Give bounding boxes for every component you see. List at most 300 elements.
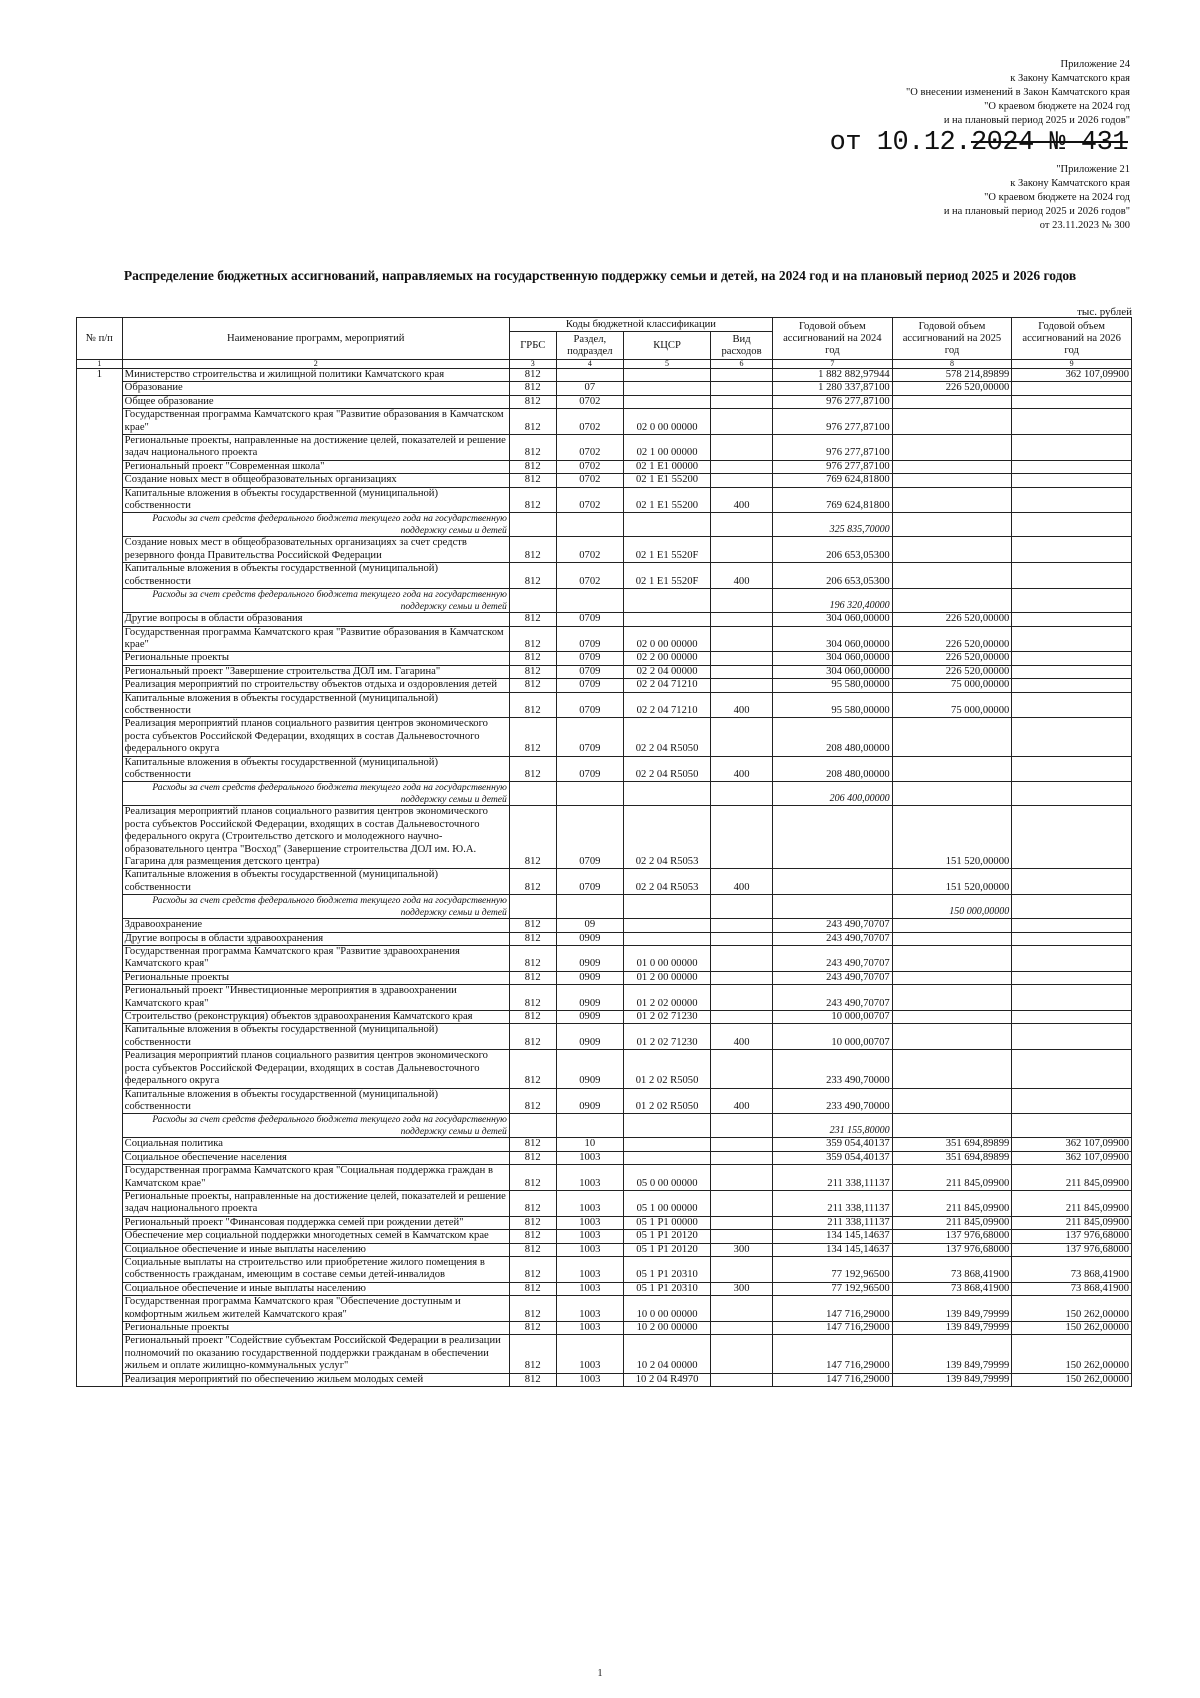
row-kcsr: 10 2 04 00000 [624,1335,711,1373]
row-section: 09 [556,919,623,932]
row-vid [711,613,773,626]
row-name: Строительство (реконструкция) объектов здравоохранения Камчатского края [122,1011,509,1024]
row-2025 [892,756,1012,782]
row-vid [711,435,773,461]
row-name: Другие вопросы в области образования [122,613,509,626]
row-vid [711,1151,773,1164]
row-section: 0709 [556,665,623,678]
row-name: Обеспечение мер социальной поддержки многодетных семей в Камчатском крае [122,1230,509,1243]
row-vid [711,1138,773,1151]
row-2024: 196 320,40000 [773,589,893,613]
header-vid: Вид расходов [711,332,773,360]
row-section: 10 [556,1138,623,1151]
row-section: 1003 [556,1243,623,1256]
row-grbs: 812 [509,652,556,665]
row-2025: 211 845,09900 [892,1190,1012,1216]
row-2026 [1012,946,1132,972]
row-name: Региональный проект "Содействие субъектам Российской Федерации в реализации полномочий по оказанию государственной поддержки гражданам в обеспечении жильем и оплате жилищно-коммунальных услуг" [122,1335,509,1373]
column-index: 2 [122,360,509,369]
row-2025 [892,589,1012,613]
row-name: Государственная программа Камчатского края "Развитие образования в Камчатском крае" [122,409,509,435]
header-codes-group: Коды бюджетной классификации [509,318,772,332]
row-2025 [892,1011,1012,1024]
row-grbs: 812 [509,369,556,382]
row-2024: 231 155,80000 [773,1114,893,1138]
note-row [77,589,1132,613]
row-vid [711,1165,773,1191]
row-vid [711,1190,773,1216]
row-2025: 137 976,68000 [892,1230,1012,1243]
row-name: Социальное обеспечение и иные выплаты населению [122,1282,509,1295]
units-label: тыс. рублей [1077,306,1132,318]
table-row [77,1282,1132,1295]
row-kcsr: 01 2 00 00000 [624,971,711,984]
row-name: Образование [122,382,509,395]
row-2024: 243 490,70707 [773,919,893,932]
row-grbs: 812 [509,756,556,782]
row-grbs: 812 [509,1050,556,1088]
row-2026 [1012,1011,1132,1024]
column-index: 6 [711,360,773,369]
row-section: 0702 [556,537,623,563]
header-2024: Годовой объем ассигнований на 2024 год [773,318,893,360]
row-kcsr [624,395,711,408]
row-2024: 243 490,70707 [773,971,893,984]
table-row [77,1088,1132,1114]
row-name: Региональный проект "Финансовая поддержка семей при рождении детей" [122,1216,509,1229]
row-2025: 139 849,79999 [892,1335,1012,1373]
row-kcsr [624,1114,711,1138]
row-grbs [509,589,556,613]
row-2024: 77 192,96500 [773,1282,893,1295]
table-row [77,1011,1132,1024]
row-kcsr: 02 2 04 00000 [624,665,711,678]
row-grbs: 812 [509,1216,556,1229]
row-2025 [892,537,1012,563]
row-grbs: 812 [509,919,556,932]
row-kcsr: 10 2 04 R4970 [624,1373,711,1386]
header-section: Раздел, подраздел [556,332,623,360]
row-2026: 150 262,00000 [1012,1296,1132,1322]
row-name: Региональные проекты [122,971,509,984]
row-kcsr [624,382,711,395]
row-2025: 226 520,00000 [892,652,1012,665]
row-kcsr: 02 2 04 71210 [624,679,711,692]
header-line: "О внесении изменений в Закон Камчатского края [906,87,1130,98]
row-vid: 300 [711,1243,773,1256]
row-section: 0909 [556,985,623,1011]
stamp-struck: 2024 № 431 [970,128,1128,158]
row-vid [711,395,773,408]
row-2024 [773,869,893,895]
row-2026: 150 262,00000 [1012,1335,1132,1373]
row-kcsr: 02 2 04 R5053 [624,869,711,895]
row-vid [711,806,773,869]
row-2024: 10 000,00707 [773,1011,893,1024]
row-section: 0709 [556,679,623,692]
row-2024: 206 653,05300 [773,537,893,563]
row-2026 [1012,756,1132,782]
row-2025 [892,932,1012,945]
row-section: 0909 [556,1011,623,1024]
row-2026 [1012,692,1132,718]
row-2024: 976 277,87100 [773,409,893,435]
row-grbs: 812 [509,806,556,869]
row-section: 0702 [556,435,623,461]
row-2026 [1012,382,1132,395]
row-name: Здравоохранение [122,919,509,932]
row-2025: 211 845,09900 [892,1165,1012,1191]
note-row [77,895,1132,919]
row-vid: 400 [711,563,773,589]
table-row [77,932,1132,945]
row-section: 0709 [556,626,623,652]
row-name: Капитальные вложения в объекты государственной (муниципальной) собственности [122,563,509,589]
row-2025: 150 000,00000 [892,895,1012,919]
row-vid [711,1230,773,1243]
table-row [77,409,1132,435]
table-row [77,395,1132,408]
row-section: 1003 [556,1373,623,1386]
row-vid [711,971,773,984]
row-2026 [1012,613,1132,626]
row-grbs: 812 [509,1165,556,1191]
row-2024: 359 054,40137 [773,1138,893,1151]
table-row [77,985,1132,1011]
row-name: Социальные выплаты на строительство или приобретение жилого помещения в собственность гражданам, имеющим в составе семьи детей-инвалидов [122,1256,509,1282]
row-kcsr: 01 2 02 71230 [624,1011,711,1024]
row-vid [711,474,773,487]
row-name: Государственная программа Камчатского края "Развитие образования в Камчатском крае" [122,626,509,652]
table-body [77,369,1132,1387]
row-kcsr [624,369,711,382]
row-2025: 151 520,00000 [892,806,1012,869]
row-section: 0709 [556,756,623,782]
row-2026: 362 107,09900 [1012,1138,1132,1151]
row-section: 1003 [556,1216,623,1229]
row-2024: 769 624,81800 [773,487,893,513]
row-2025 [892,563,1012,589]
row-2026 [1012,563,1132,589]
row-2024: 976 277,87100 [773,395,893,408]
row-section [556,369,623,382]
row-vid: 300 [711,1282,773,1295]
note-row [77,513,1132,537]
row-kcsr: 05 1 P1 20120 [624,1230,711,1243]
row-kcsr: 02 2 00 00000 [624,652,711,665]
row-grbs: 812 [509,665,556,678]
row-2025: 578 214,89899 [892,369,1012,382]
registration-stamp [830,128,1128,158]
row-kcsr: 01 2 02 00000 [624,985,711,1011]
table-row [77,1165,1132,1191]
row-section: 1003 [556,1256,623,1282]
row-name: Министерство строительства и жилищной политики Камчатского края [122,369,509,382]
row-2025: 226 520,00000 [892,665,1012,678]
row-vid [711,718,773,756]
row-2025 [892,487,1012,513]
row-grbs: 812 [509,1322,556,1335]
row-2025: 73 868,41900 [892,1256,1012,1282]
row-kcsr: 10 0 00 00000 [624,1296,711,1322]
row-2026: 73 868,41900 [1012,1282,1132,1295]
row-2024: 359 054,40137 [773,1151,893,1164]
row-kcsr [624,895,711,919]
budget-table [76,317,1132,1387]
header-2026: Годовой объем ассигнований на 2026 год [1012,318,1132,360]
row-kcsr: 02 2 04 R5053 [624,806,711,869]
header-line: к Закону Камчатского края [1010,178,1130,189]
row-2025: 73 868,41900 [892,1282,1012,1295]
row-2026: 211 845,09900 [1012,1216,1132,1229]
header-line: "О краевом бюджете на 2024 год [984,192,1130,203]
row-section [556,782,623,806]
row-2024: 206 400,00000 [773,782,893,806]
row-kcsr: 02 0 00 00000 [624,626,711,652]
row-2025 [892,971,1012,984]
row-name: Региональный проект "Инвестиционные мероприятия в здравоохранении Камчатского края" [122,985,509,1011]
row-kcsr: 01 2 02 71230 [624,1024,711,1050]
row-vid [711,589,773,613]
row-vid [711,665,773,678]
row-2025: 211 845,09900 [892,1216,1012,1229]
row-2026 [1012,395,1132,408]
table-row [77,1190,1132,1216]
row-2026 [1012,665,1132,678]
row-kcsr [624,782,711,806]
row-vid: 400 [711,756,773,782]
row-section [556,895,623,919]
table-row [77,1216,1132,1229]
row-2024: 95 580,00000 [773,692,893,718]
row-2026 [1012,782,1132,806]
row-grbs: 812 [509,1282,556,1295]
row-2026 [1012,919,1132,932]
row-grbs: 812 [509,487,556,513]
header-name: Наименование программ, мероприятий [122,318,509,360]
row-2024: 147 716,29000 [773,1322,893,1335]
header-2025: Годовой объем ассигнований на 2025 год [892,318,1012,360]
row-grbs: 812 [509,1151,556,1164]
row-kcsr: 02 2 04 71210 [624,692,711,718]
row-name: Расходы за счет средств федерального бюджета текущего года на государственную поддержку семьи и детей [122,589,509,613]
row-2025 [892,474,1012,487]
row-name: Капитальные вложения в объекты государственной (муниципальной) собственности [122,1088,509,1114]
row-name: Региональные проекты [122,652,509,665]
row-2024: 208 480,00000 [773,718,893,756]
row-section: 0709 [556,869,623,895]
row-2025: 226 520,00000 [892,613,1012,626]
row-2024: 976 277,87100 [773,435,893,461]
row-2025: 351 694,89899 [892,1138,1012,1151]
row-name: Региональные проекты, направленные на достижение целей, показателей и решение задач национального проекта [122,435,509,461]
row-kcsr: 02 1 E1 5520F [624,563,711,589]
row-2024: 211 338,11137 [773,1165,893,1191]
row-section: 1003 [556,1322,623,1335]
row-grbs: 812 [509,932,556,945]
header-line: "О краевом бюджете на 2024 год [984,101,1130,112]
table-row [77,1256,1132,1282]
row-2026 [1012,806,1132,869]
row-section: 0709 [556,613,623,626]
row-section: 0709 [556,652,623,665]
row-kcsr: 01 2 02 R5050 [624,1088,711,1114]
row-vid [711,1335,773,1373]
table-row [77,718,1132,756]
row-kcsr: 05 0 00 00000 [624,1165,711,1191]
document-title: Распределение бюджетных ассигнований, направляемых на государственную поддержку семьи и детей, на 2024 год и на плановый период 2025 и 2026 годов [123,268,1077,283]
row-2024: 304 060,00000 [773,665,893,678]
row-2024: 206 653,05300 [773,563,893,589]
row-kcsr: 05 1 00 00000 [624,1190,711,1216]
row-grbs: 812 [509,1335,556,1373]
table-row [77,1230,1132,1243]
table-row [77,1050,1132,1088]
row-name: Социальная политика [122,1138,509,1151]
row-2025: 151 520,00000 [892,869,1012,895]
row-2026 [1012,895,1132,919]
note-row [77,1114,1132,1138]
row-2026 [1012,626,1132,652]
row-2024 [773,895,893,919]
row-name: Капитальные вложения в объекты государственной (муниципальной) собственности [122,692,509,718]
table-row [77,665,1132,678]
row-2026: 362 107,09900 [1012,1151,1132,1164]
row-grbs: 812 [509,718,556,756]
row-kcsr [624,513,711,537]
row-2024: 134 145,14637 [773,1243,893,1256]
row-grbs: 812 [509,1230,556,1243]
table-row [77,946,1132,972]
row-grbs: 812 [509,1190,556,1216]
header-line: и на плановый период 2025 и 2026 годов" [943,115,1130,126]
row-kcsr: 01 0 00 00000 [624,946,711,972]
table-row [77,460,1132,473]
table-row [77,1335,1132,1373]
row-2026: 211 845,09900 [1012,1165,1132,1191]
row-kcsr [624,589,711,613]
row-grbs: 812 [509,1296,556,1322]
row-2025 [892,919,1012,932]
row-grbs: 812 [509,1256,556,1282]
row-name: Капитальные вложения в объекты государственной (муниципальной) собственности [122,1024,509,1050]
row-section: 0909 [556,1024,623,1050]
row-grbs: 812 [509,971,556,984]
row-grbs: 812 [509,679,556,692]
row-kcsr: 01 2 02 R5050 [624,1050,711,1088]
row-kcsr: 05 1 P1 20310 [624,1282,711,1295]
header-line: "Приложение 21 [1056,164,1130,175]
header-block [906,58,1130,128]
row-name: Государственная программа Камчатского края "Развитие здравоохранения Камчатского края" [122,946,509,972]
row-2024: 233 490,70000 [773,1050,893,1088]
row-kcsr: 02 1 E1 55200 [624,474,711,487]
row-kcsr [624,1138,711,1151]
table-row [77,435,1132,461]
row-vid [711,1296,773,1322]
row-2026 [1012,1024,1132,1050]
table-row [77,626,1132,652]
row-2025: 226 520,00000 [892,382,1012,395]
column-index: 1 [77,360,123,369]
table-row [77,1151,1132,1164]
row-name: Капитальные вложения в объекты государственной (муниципальной) собственности [122,869,509,895]
row-section: 0709 [556,692,623,718]
table-row [77,1024,1132,1050]
row-section: 0909 [556,1088,623,1114]
row-section: 1003 [556,1282,623,1295]
row-2026 [1012,487,1132,513]
row-2026 [1012,409,1132,435]
row-kcsr: 02 2 04 R5050 [624,718,711,756]
row-vid [711,1322,773,1335]
table-row [77,869,1132,895]
row-kcsr: 02 2 04 R5050 [624,756,711,782]
row-name: Создание новых мест в общеобразовательных организациях за счет средств резервного фонда Правительства Российской Федерации [122,537,509,563]
row-section: 1003 [556,1335,623,1373]
row-grbs: 812 [509,409,556,435]
row-2025: 137 976,68000 [892,1243,1012,1256]
row-name: Региональный проект "Современная школа" [122,460,509,473]
row-name: Государственная программа Камчатского края "Обеспечение доступным и комфортным жильем жителей Камчатского края" [122,1296,509,1322]
row-name: Государственная программа Камчатского края "Социальная поддержка граждан в Камчатском крае" [122,1165,509,1191]
row-2026 [1012,435,1132,461]
table-row [77,563,1132,589]
row-vid [711,985,773,1011]
row-grbs [509,1114,556,1138]
row-2025: 226 520,00000 [892,626,1012,652]
column-index: 5 [624,360,711,369]
header-num: № п/п [77,318,123,360]
row-section: 07 [556,382,623,395]
row-grbs: 812 [509,985,556,1011]
row-section: 0709 [556,718,623,756]
row-2026 [1012,1050,1132,1088]
row-name: Реализация мероприятий планов социального развития центров экономического роста субъектов Российской Федерации, входящих в состав Дальневосточного федерального округа [122,1050,509,1088]
row-vid: 400 [711,487,773,513]
row-vid: 400 [711,1024,773,1050]
row-name: Другие вопросы в области здравоохранения [122,932,509,945]
row-grbs: 812 [509,1138,556,1151]
row-kcsr: 10 2 00 00000 [624,1322,711,1335]
row-kcsr: 05 1 P1 20310 [624,1256,711,1282]
row-name: Капитальные вложения в объекты государственной (муниципальной) собственности [122,487,509,513]
row-name: Создание новых мест в общеобразовательных организациях [122,474,509,487]
table-row [77,756,1132,782]
header-line: от 23.11.2023 № 300 [1039,220,1130,231]
page-number: 1 [597,1668,603,1679]
row-section: 0702 [556,563,623,589]
row-2026: 150 262,00000 [1012,1322,1132,1335]
row-2024: 243 490,70707 [773,985,893,1011]
row-section: 1003 [556,1151,623,1164]
row-grbs: 812 [509,869,556,895]
row-grbs: 812 [509,460,556,473]
row-kcsr: 05 1 P1 20120 [624,1243,711,1256]
row-2024: 147 716,29000 [773,1296,893,1322]
row-2025 [892,1024,1012,1050]
row-section [556,513,623,537]
row-2024: 211 338,11137 [773,1190,893,1216]
row-vid [711,369,773,382]
row-vid [711,919,773,932]
row-kcsr: 02 1 E1 55200 [624,487,711,513]
row-2025 [892,409,1012,435]
row-section: 0909 [556,946,623,972]
row-vid [711,932,773,945]
row-2026 [1012,869,1132,895]
row-2024: 134 145,14637 [773,1230,893,1243]
